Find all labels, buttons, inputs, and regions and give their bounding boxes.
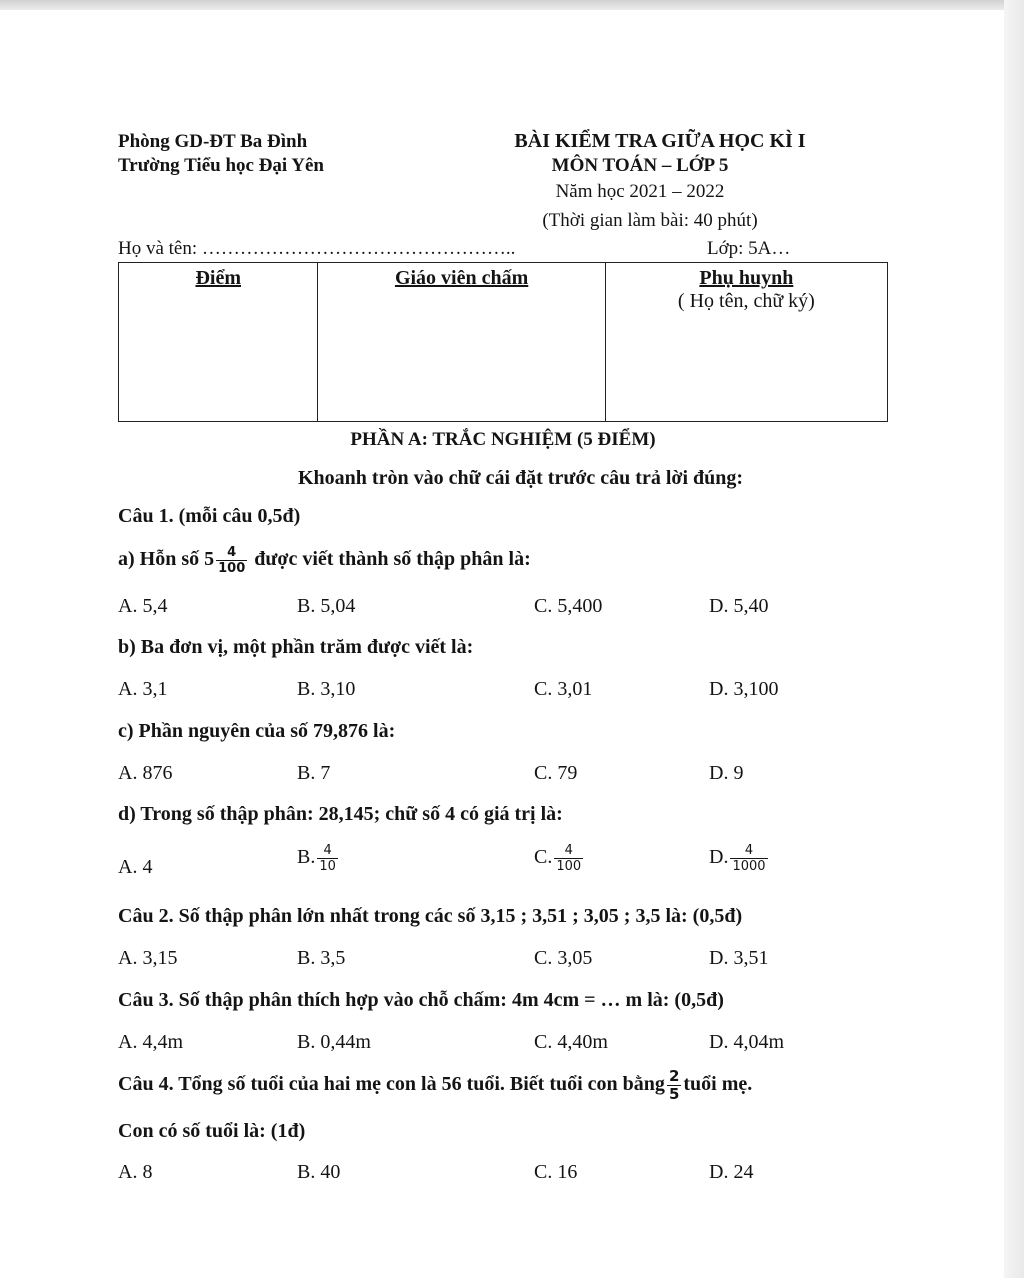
option-c-fraction: [554, 843, 583, 874]
school-year: Năm học 2021 – 2022: [555, 181, 725, 202]
fraction-denominator: 10: [319, 859, 336, 874]
page-right-edge: [1004, 0, 1024, 1278]
q3-option-b: B. 0,44m: [297, 1031, 371, 1053]
q3-option-c: C. 4,40m: [534, 1031, 608, 1053]
question-4-suffix: tuổi mẹ.: [683, 1073, 753, 1096]
q1a-option-a: A. 5,4: [118, 595, 168, 617]
question-1-title: Câu 1. (mỗi câu 0,5đ): [118, 505, 301, 527]
fraction-denominator: 1000: [732, 859, 766, 874]
option-letter: D.: [709, 846, 729, 869]
q1b-option-c: C. 3,01: [534, 678, 593, 700]
fraction-denominator: 5: [668, 1085, 680, 1103]
top-shadow-bar: [0, 0, 1024, 10]
exam-subject: MÔN TOÁN – LỚP 5: [551, 155, 729, 176]
option-b-fraction: [317, 843, 338, 874]
q1b-option-b: B. 3,10: [297, 678, 356, 700]
score-header: Điểm: [195, 267, 242, 289]
grader-column: [318, 263, 605, 421]
parent-subheader: ( Họ tên, chữ ký): [677, 290, 815, 312]
parent-column: [606, 263, 887, 421]
exam-title: BÀI KIỂM TRA GIỮA HỌC KÌ I: [514, 130, 806, 152]
q1c-option-a: A. 876: [118, 762, 173, 784]
q3-option-a: A. 4,4m: [118, 1031, 183, 1053]
fraction-numerator: 4: [564, 843, 573, 858]
q2-option-a: A. 3,15: [118, 947, 178, 969]
option-letter: B.: [297, 846, 316, 869]
school-name: Trường Tiểu học Đại Yên: [118, 155, 324, 176]
q4-option-b: B. 40: [297, 1161, 341, 1183]
q1a-option-b: B. 5,04: [297, 595, 356, 617]
question-4-line-1: [118, 1068, 752, 1103]
question-1b-text: b) Ba đơn vị, một phần trăm được viết là:: [118, 636, 474, 658]
q4-option-a: A. 8: [118, 1161, 153, 1183]
q2-option-c: C. 3,05: [534, 947, 593, 969]
question-1a-prefix: a) Hỗn số 5: [118, 548, 215, 571]
parent-header: Phụ huynh: [699, 267, 794, 289]
option-d-fraction: [730, 843, 767, 874]
q4-option-c: C. 16: [534, 1161, 578, 1183]
fraction-numerator: 2: [668, 1067, 680, 1085]
q1b-option-d: D. 3,100: [709, 678, 779, 700]
question-1c-text: c) Phần nguyên của số 79,876 là:: [118, 720, 396, 742]
question-2-text: Câu 2. Số thập phân lớn nhất trong các số 3,15 ; 3,51 ; 3,05 ; 3,5 là: (0,5đ): [118, 905, 743, 927]
q2-option-b: B. 3,5: [297, 947, 346, 969]
fraction-denominator: 100: [218, 561, 246, 576]
q1a-option-d: D. 5,40: [709, 595, 769, 617]
option-letter: C.: [534, 846, 553, 869]
mixed-number-fraction: [216, 545, 247, 576]
question-1d-text: d) Trong số thập phân: 28,145; chữ số 4 có giá trị là:: [118, 803, 563, 825]
exam-duration: (Thời gian làm bài: 40 phút): [542, 210, 758, 231]
section-a-title: PHẦN A: TRẮC NGHIỆM (5 ĐIỂM): [350, 429, 656, 450]
question-4-prefix: Câu 4. Tổng số tuổi của hai mẹ con là 56 tuổi. Biết tuổi con bằng: [118, 1073, 665, 1096]
section-a-instruction: Khoanh tròn vào chữ cái đặt trước câu trả lời đúng:: [298, 467, 744, 489]
fraction-denominator: 100: [556, 859, 582, 874]
grader-header: Giáo viên chấm: [394, 267, 529, 289]
fraction-numerator: 4: [323, 843, 332, 858]
q1d-option-b: [297, 843, 340, 874]
q3-option-d: D. 4,04m: [709, 1031, 784, 1053]
q1b-option-a: A. 3,1: [118, 678, 168, 700]
q1c-option-c: C. 79: [534, 762, 578, 784]
q1d-option-d: [709, 843, 770, 874]
q4-option-d: D. 24: [709, 1161, 754, 1183]
q1d-option-c: [534, 843, 585, 874]
student-name-field: Họ và tên: …………………………………………..: [118, 238, 516, 259]
student-class-field: Lớp: 5A…: [707, 238, 791, 259]
department-name: Phòng GD-ĐT Ba Đình: [118, 131, 308, 152]
fraction-numerator: 4: [744, 843, 754, 858]
score-column: [119, 263, 318, 421]
score-table: [118, 262, 888, 422]
q1d-option-a: A. 4: [118, 856, 153, 878]
question-1a-text: [118, 545, 531, 576]
question-1a-suffix: được viết thành số thập phân là:: [254, 548, 531, 571]
question-4-line-2: Con có số tuổi là: (1đ): [118, 1120, 306, 1142]
q2-option-d: D. 3,51: [709, 947, 769, 969]
fraction-numerator: 4: [227, 545, 237, 560]
q1c-option-d: D. 9: [709, 762, 744, 784]
q1a-option-c: C. 5,400: [534, 595, 603, 617]
question-4-fraction: [667, 1068, 681, 1103]
q1c-option-b: B. 7: [297, 762, 331, 784]
question-3-text: Câu 3. Số thập phân thích hợp vào chỗ chấm: 4m 4cm = … m là: (0,5đ): [118, 989, 724, 1011]
